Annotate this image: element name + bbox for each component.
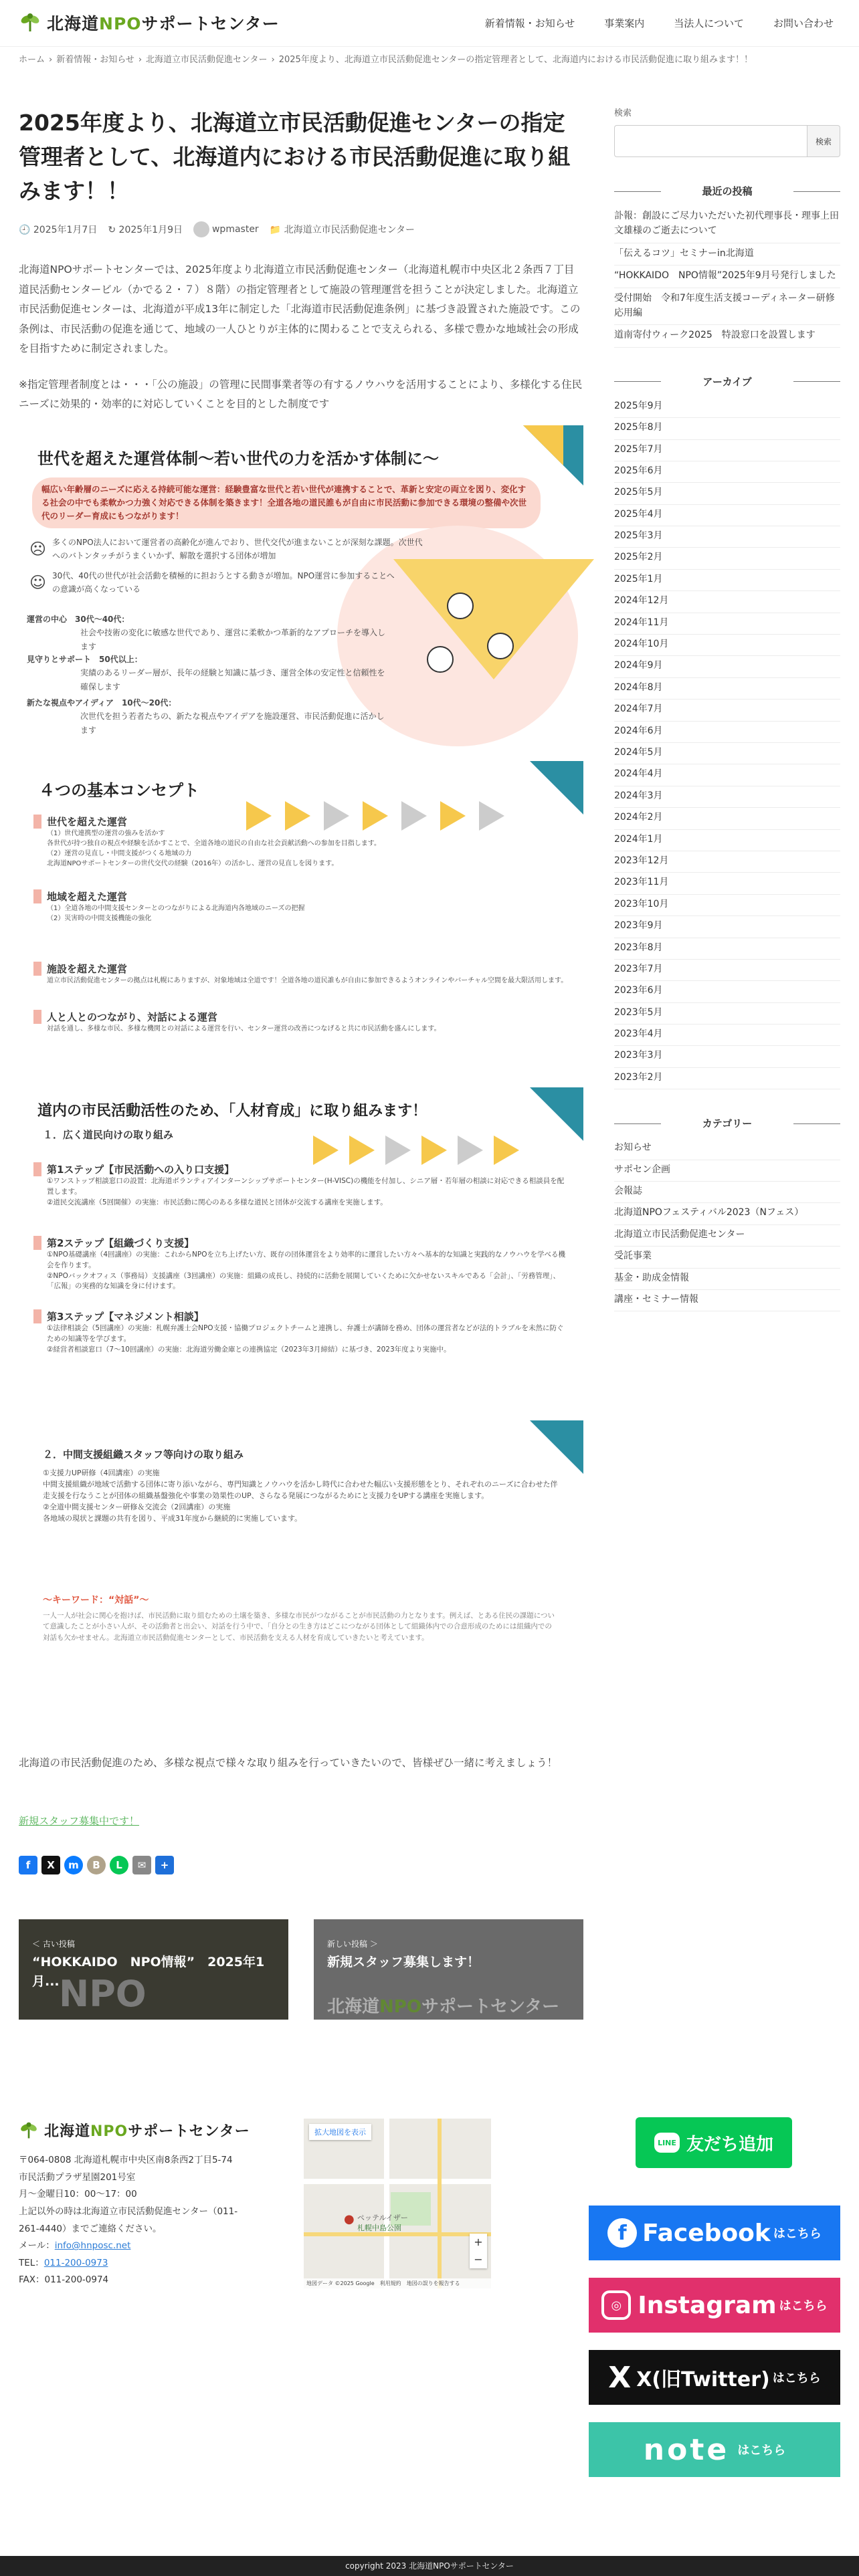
line-icon[interactable]: L — [110, 1856, 128, 1874]
note-logo: note — [643, 2432, 730, 2467]
archive-link[interactable]: 2023年9月 — [614, 916, 840, 938]
infographic-lead: 幅広い年齢層のニーズに応える持続可能な運営：経験豊富な世代と若い世代が連携することで、革新と安定の両立を図り、変化する社会の中でも柔軟かつ力強く対応できる体制を築きます！全道各地の道民誰もが自由に市民活動に参加できる環境の整備や次世代のリーダー育成にもつながります！ — [32, 477, 541, 528]
archive-list — [614, 397, 840, 1090]
facebook-icon[interactable]: f — [19, 1856, 37, 1874]
note-paragraph: ※指定管理者制度とは・・・「公の施設」の管理に民間事業者等の有するノウハウを活用することにより、多様化する住民ニーズに効果的・効率的に対応していくことを目的とした制度です — [19, 378, 583, 411]
tel-link[interactable]: 011-200-0973 — [43, 2257, 108, 2268]
staff-recruit-link[interactable]: 新規スタッフ募集中です！ — [19, 1815, 140, 1827]
infographic-concepts: ４つの基本コンセプト 世代を超えた運営 （1）世代連携型の運営の強みを活かす 各世代が持つ独自の視点や経験を活かすことで、全道各地の道民の自由な社会貢献活動への参加を目指します。 （2）運営の見直し・中間支援がつくる地域の力 北海道NPOサポートセンターの世代交代の経験（2016年）の活かし、運営の見直しを図ります。 地域を超えた運営 （1）全道各地の中間支援センターとのつながりによる北海道内各地域のニーズの把握 （2）災害時の中間支援機能の強化 施設を超えた運営 道立市民活動促進センターの拠点は札幌にありますが、対象地域は全道です！全道各地の道民誰もが自由に参加できるようオンラインやバーチャル空間を最大限活用します。 人と人とのつながり、対話による運営 対話を通し、多様な市民、多様な機関との対話による運営を行い、センター運営の改善につなげると共に市民活動を盛んにします。 — [19, 761, 583, 1055]
global-nav — [485, 16, 834, 30]
recent-post-link[interactable]: “HOKKAIDO NPO情報”2025年9月号発行しました — [614, 265, 840, 288]
page-title: 2025年度より、北海道立市民活動促進センターの指定管理者として、北海道内における市民活動促進に取り組みます！！ — [19, 110, 571, 205]
author-name[interactable]: wpmaster — [211, 224, 259, 235]
archive-link[interactable]: 2025年3月 — [614, 526, 840, 548]
messenger-icon[interactable]: m — [64, 1856, 83, 1874]
archive-link[interactable]: 2023年2月 — [614, 1068, 840, 1089]
folder-icon: 📁 — [269, 225, 282, 236]
triangle-pattern — [313, 1136, 567, 1162]
article — [19, 106, 583, 414]
archive-link[interactable]: 2025年9月 — [614, 397, 840, 418]
google-map[interactable]: 拡大地図を表示 ● ペッテルイザー 札幌中島公園 + − 地図データ ©2025 Google 利用規約 地図の誤りを報告する — [304, 2119, 491, 2288]
breadcrumb: ホーム › 新着情報・お知らせ › 北海道立市民活動促進センター › 2025年度より、北海道立市民活動促進センターの指定管理者として、北海道内における市民活動促進に取り組みます！！ — [19, 55, 753, 65]
post-meta — [19, 221, 583, 237]
copyright: copyright 2023 北海道NPOサポートセンター — [0, 2556, 859, 2576]
avatar — [193, 221, 209, 237]
breadcrumb-category[interactable]: 北海道立市民活動促進センター — [146, 55, 268, 65]
archive-link[interactable]: 2025年1月 — [614, 570, 840, 591]
archive-link[interactable]: 2025年2月 — [614, 548, 840, 569]
archive-link[interactable]: 2024年5月 — [614, 743, 840, 764]
breadcrumb-home[interactable]: ホーム — [19, 55, 45, 65]
search-input[interactable] — [614, 125, 807, 157]
archive-link[interactable]: 2023年7月 — [614, 960, 840, 981]
person-icon — [487, 633, 514, 659]
x-icon[interactable]: X — [41, 1856, 60, 1874]
sidebar — [614, 106, 840, 1311]
archive-link[interactable]: 2023年4月 — [614, 1025, 840, 1046]
logo-plant-icon — [19, 11, 41, 34]
smile-face-icon: ☺ — [29, 573, 47, 592]
archive-link[interactable]: 2024年7月 — [614, 700, 840, 721]
map-pin-icon: ● — [344, 2212, 355, 2226]
archive-link[interactable]: 2025年8月 — [614, 418, 840, 439]
map-zoom-controls[interactable]: + − — [470, 2234, 487, 2268]
person-icon — [447, 593, 474, 619]
archive-link[interactable]: 2024年12月 — [614, 591, 840, 613]
archive-link[interactable]: 2024年3月 — [614, 786, 840, 808]
prev-post-card[interactable]: NPO ＜ 古い投稿 “HOKKAIDO NPO情報” 2025年1月... — [19, 1919, 288, 2020]
closing-paragraph: 北海道の市民活動促進のため、多様な視点で様々な取り組みを行っていきたいので、皆様ぜひ一緒に考えましょう！ — [19, 1757, 558, 1769]
intro-paragraph: 北海道NPOサポートセンターでは、2025年度より北海道立市民活動促進センター（北海道札幌市中央区北２条西７丁目 道民活動センタービル（かでる２・７）８階）の指定管理者として施設の管理運営を担うことが決定しました。北海道立市民活動促進センターは、北海道が平成13年に制定した「北海道市民活動促進条例」に基づき設置された施設です。この条例は、市民活動の促進を通じて、地域の一人ひとりが主体的に関わることで支えられる、多様で豊かな地域社会の形成を目指すために制定されました。 — [19, 263, 581, 355]
archive-link[interactable]: 2024年2月 — [614, 808, 840, 829]
logo-plant-icon — [19, 2121, 39, 2141]
archive-link[interactable]: 2024年8月 — [614, 678, 840, 700]
refresh-icon: ↻ — [108, 225, 116, 236]
search-button[interactable]: 検索 — [807, 125, 840, 157]
archive-link[interactable]: 2023年3月 — [614, 1046, 840, 1067]
infographic-title: 世代を超えた運営体制〜若い世代の力を活かす体制に〜 — [37, 449, 439, 468]
site-header — [0, 0, 859, 47]
recent-posts-list — [614, 206, 840, 348]
archive-link[interactable]: 2024年6月 — [614, 722, 840, 743]
triangle-diagram — [393, 559, 594, 679]
category-link[interactable]: 講座・セミナー情報 — [614, 1290, 840, 1311]
category-link[interactable]: 北海道NPOフェスティバル2023（Nフェス） — [614, 1203, 840, 1224]
nav-business[interactable]: 事業案内 — [604, 17, 645, 29]
line-icon: LINE — [654, 2133, 680, 2153]
breadcrumb-current: 2025年度より、北海道立市民活動促進センターの指定管理者として、北海道内における市民活動促進に取り組みます！！ — [278, 55, 753, 65]
recent-post-link[interactable]: 「伝えるコツ」セミナーin北海道 — [614, 243, 840, 265]
archive-link[interactable]: 2024年11月 — [614, 613, 840, 635]
category-link[interactable]: 基金・助成金情報 — [614, 1269, 840, 1290]
updated-date: 2025年1月9日 — [118, 225, 183, 236]
map-expand-link[interactable]: 拡大地図を表示 — [309, 2124, 371, 2140]
infographic-training: 道内の市民活動活性のため、「人材育成」に取り組みます！ １．広く道民向けの取り組み 第1ステップ【市民活動への入り口支援】 ①ワンストップ相談窓口の設置：北海道ボランティアインターンシップサポートセンター(H-VISC)の機能を付加し、シニア層・若年層の相談に対応できる相談員を配置します。 ②道民交流講座（5回開催）の実施：市民活動に関心のある多様な道民と団体が交流する講座を実施します。 第2ステップ【組織づくり支援】 ①NPO基礎講座（4回講座）の実施：これからNPOを立ち上げたい方、既存の団体運営をより効率的に運営したい方々へ基本的な知識と実践的なノウハウを学べる機会を作ります。 ②NPOバックオフィス（事務局）支援講座（3回講座）の実施：組織の成長し、持続的に活動を展開していくために欠かせないスキルである「会計」、「労務管理」、「広報」の実務的な知識を身に付けます。 第3ステップ【マネジメント相談】 ①法律相談会（5回講座）の実施：札幌弁護士会NPO支援・協働プロジェクトチームと連携し、弁護士が講師を務め、団体の運営者などが法的トラブルを未然に防ぐための知識等を学びます。 ②経営者相談窓口（7〜10回講座）の実施：北海道労働金庫との連携協定（2023年3月締結）に基づき、2023年度より実施中。 — [19, 1075, 583, 1390]
archive-link[interactable]: 2025年6月 — [614, 461, 840, 483]
clock-icon: 🕘 — [19, 225, 31, 236]
nav-about[interactable]: 当法人について — [674, 17, 744, 29]
facebook-icon: f — [607, 2218, 637, 2248]
search-label: 検索 — [614, 108, 632, 118]
archive-link[interactable]: 2023年5月 — [614, 1003, 840, 1025]
x-button[interactable]: X X(旧Twitter) はこちら — [589, 2350, 840, 2405]
category-link[interactable]: サポセン企画 — [614, 1160, 840, 1182]
infographic-generation: 世代を超えた運営体制〜若い世代の力を活かす体制に〜 幅広い年齢層のニーズに応える持続可能な運営：経験豊富な世代と若い世代が連携することで、革新と安定の両立を図り、変化する社会の中でも柔軟かつ力強く対応できる体制を築きます！全道各地の道民誰もが自由に市民活動に参加できる環境の整備や次世代のリーダー育成にもつながります！ ☹ 多くのNPO法人において運営者の高齢化が進んでおり、世代交代が進まないことが深刻な課題。次世代へのバトンタッチがうまくいかず、解散を選択する団体が増加 ☺ 30代、40代の世代が社会活動を積極的に担おうとする動きが増加。NPO運営に参加することへの意識が高くなっている 運営の中心 30代〜40代： 社会や技術の変化に敏感な世代であり、運営に柔軟かつ革新的なアプローチを導入します 見守りとサポート 50代以上： 実績のあるリーダー層が、長年の経験と知識に基づき、運営全体の安定性と信頼性を確保します 新たな視点やアイディア 10代〜20代： 次世代を担う若者たちの、新たな視点やアイデアを施設運営、市民活動促進に活かします — [19, 425, 583, 746]
category-link[interactable]: 受託事業 — [614, 1247, 840, 1268]
infographic-title: ２．中間支援組織スタッフ等向けの取り組み — [43, 1448, 244, 1461]
category-title: カテゴリー — [614, 1116, 840, 1130]
next-post-card[interactable]: 北海道NPOサポートセンター 新しい投稿 ＞ 新規スタッフ募集します！ — [314, 1919, 583, 2020]
x-icon: X — [608, 2360, 632, 2395]
nav-news[interactable]: 新着情報・お知らせ — [484, 17, 575, 29]
category-link[interactable]: 会報誌 — [614, 1182, 840, 1203]
archive-link[interactable]: 2024年4月 — [614, 764, 840, 786]
archive-title: アーカイブ — [614, 374, 840, 389]
archive-link[interactable]: 2025年7月 — [614, 440, 840, 461]
recent-post-link[interactable]: 受付開始 令和7年度生活支援コーディネーター研修応用編 — [614, 288, 840, 326]
infographic-staff: ２．中間支援組織スタッフ等向けの取り組み ①支援力UP研修（4回講座）の実施 中間支援組織が地域で活動する団体に寄り添いながら、専門知識とノウハウを活かし時代に合わせた幅広い支援形態をとり、それぞれのニーズに合わせた伴走支援を行なうことが団体の組織基盤強化や事業の効果性のUP、さらなる発展につながるためにと支援力をUPする講座を実施します。 ②全道中間支援センター研修＆交流会（2回講座）の実施 各地域の現状と課題の共有を図り、平成31年度から継続的に実施しています。 〜キーワード：“対話”〜 一人一人が社会に関心を抱けば、市民活動に取り組むための土壌を築き、多様な市民がつながることが市民活動の力となります。例えば、とある住民の課題について意識したことが小さい人が、その活動者と出会い、対話を行う中で、「自分との生き方はどこにつながる団体として組織体内での合意形成のためには組織内での対話も欠かせません。北海道立市民活動促進センターとして、市民活動を支える人材を育成していきたいと考えています。 — [19, 1420, 583, 1728]
footer-logo[interactable]: 北海道NPOサポートセンター — [19, 2120, 250, 2141]
archive-link[interactable]: 2025年4月 — [614, 505, 840, 526]
archive-link[interactable]: 2023年10月 — [614, 895, 840, 916]
archive-link[interactable]: 2025年5月 — [614, 483, 840, 504]
published-date: 2025年1月7日 — [33, 225, 98, 236]
archive-link[interactable]: 2023年8月 — [614, 938, 840, 960]
archive-link[interactable]: 2024年9月 — [614, 656, 840, 677]
person-icon — [427, 646, 454, 673]
category-link[interactable]: お知らせ — [614, 1138, 840, 1160]
footer — [0, 2085, 859, 2556]
note-button[interactable]: note はこちら — [589, 2422, 840, 2477]
sad-face-icon: ☹ — [29, 540, 47, 558]
hatena-icon[interactable]: B — [87, 1856, 106, 1874]
post-category[interactable]: 北海道立市民活動促進センター — [284, 225, 415, 236]
footer-contact: 〒064-0808 北海道札幌市中央区南8条西2丁目5-74 市民活動プラザ星園201号室 月〜金曜日10：00〜17：00 上記以外の時は北海道立市民活動促進センター（011- 261-4440）までご連絡ください。 メール：info@hnposc.net TEL：011-200-0973 FAX：011-200-0974 — [19, 2155, 238, 2286]
email-link[interactable]: info@hnposc.net — [54, 2240, 131, 2252]
email-icon[interactable]: ✉ — [132, 1856, 151, 1874]
recent-post-link[interactable]: 道南寄付ウィーク2025 特設窓口を設置します — [614, 325, 840, 347]
archive-link[interactable]: 2023年6月 — [614, 981, 840, 1002]
category-link[interactable]: 北海道立市民活動促進センター — [614, 1225, 840, 1247]
share-icon[interactable]: + — [155, 1856, 174, 1874]
line-add-friend-button[interactable]: LINE 友だち追加 — [636, 2117, 792, 2168]
nav-contact[interactable]: お問い合わせ — [773, 17, 834, 29]
infographic-title: ４つの基本コンセプト — [39, 781, 199, 800]
infographic-title: 道内の市民活動活性のため、「人材育成」に取り組みます！ — [37, 1103, 427, 1119]
recent-post-link[interactable]: 訃報：創設にご尽力いただいた初代理事長・理事上田文雄様のご逝去について — [614, 206, 840, 243]
site-logo[interactable]: 北海道NPOサポートセンター — [19, 11, 280, 35]
recent-posts-title: 最近の投稿 — [614, 184, 840, 198]
archive-link[interactable]: 2024年10月 — [614, 635, 840, 656]
search-form — [614, 125, 840, 157]
category-list — [614, 1138, 840, 1311]
instagram-icon: ◎ — [601, 2290, 631, 2320]
facebook-button[interactable]: f Facebook はこちら — [589, 2206, 840, 2260]
archive-link[interactable]: 2023年12月 — [614, 851, 840, 873]
share-buttons — [19, 1856, 174, 1874]
breadcrumb-news[interactable]: 新着情報・お知らせ — [56, 55, 134, 65]
instagram-button[interactable]: ◎ Instagram はこちら — [589, 2278, 840, 2333]
archive-link[interactable]: 2024年1月 — [614, 830, 840, 851]
archive-link[interactable]: 2023年11月 — [614, 873, 840, 894]
